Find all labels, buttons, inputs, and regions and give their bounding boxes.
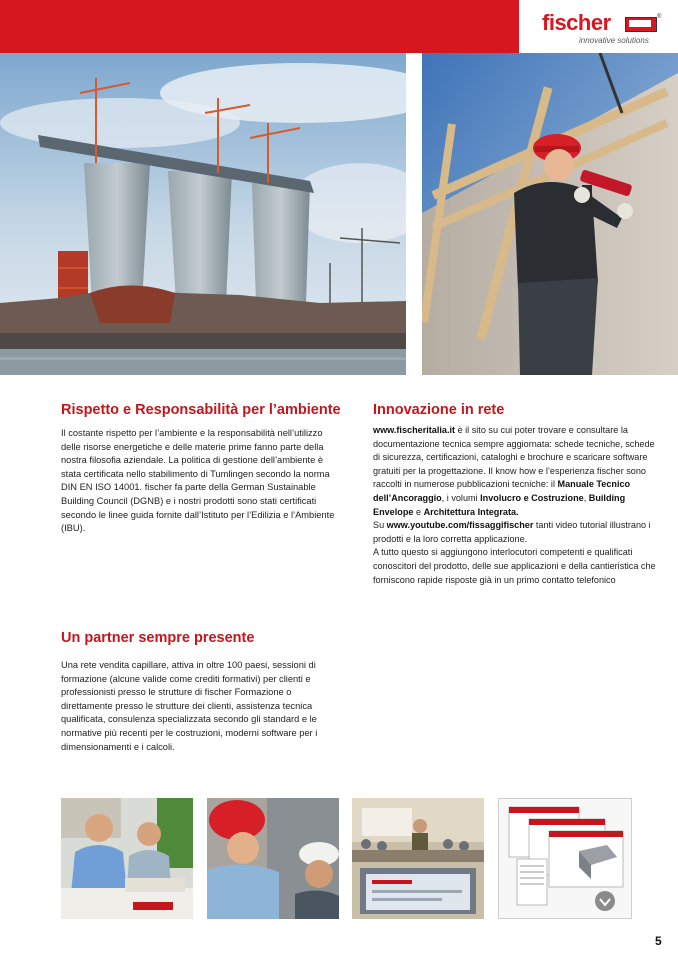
website-link[interactable]: www.fischeritalia.it [373,425,456,435]
volume-building-envelope: Building Envelope [373,492,626,517]
construction-skyline-photo [0,53,406,375]
partner-text: Una rete vendita capillare, attiva in oltre 100 paesi, sessioni di formazione (alcune valide come crediti formativi) per clienti e professionisti presso le strutture di fischer Formazione o direttamente presso le strutture dei clienti, assistenza tecnica qualificata, consulenza specializzata secondo gli standard e le normative più recenti per le costruzioni, moderni software per i dimensionamenti e i calcoli. [61,660,318,752]
workers-hardhats-photo [207,798,339,919]
worker-installing-anchor-photo [422,53,678,375]
manual-title: Manuale Tecnico dell’Ancoraggio [373,479,631,503]
software-screenshots-image [498,798,632,919]
online-text: www.fischeritalia.it è il sito su cui poter trovare e consultare la documentazione tecnica sempre aggiornata: schede tecniche, schede di sicurezza, certificazioni, cataloghi e brochure e scaricare software gratuiti per la progettazione. Il know how e l’esperienza fischer sono raccolti in numerose pubblicazioni tecniche: il Manuale Tecnico dell’Ancoraggio, i volumi Involucro e Costruzione, Building Envelope e Architettura Integrata. Su www.youtube.com/fissaggifischer tanti video tutorial illustrano i prodotti e la loro corretta applicazione. A tutto questo si aggiungono interlocutori competenti e qualificati conoscitori del prodotto, delle sue applicazioni e della cantieristica che forniscono rapide risposte già in un primo contatto telefonico [373,425,656,585]
brand-logo: fischer ® innovative solutions [519,0,678,53]
online-heading: Innovazione in rete [373,402,505,418]
brand-tagline: innovative solutions [579,36,649,45]
partner-heading: Un partner sempre presente [61,630,255,646]
brand-name: fischer [542,10,611,35]
environment-heading: Rispetto e Responsabilità per l’ambiente [61,402,341,418]
fischer-plug-logo-icon [625,17,657,32]
conference-room-photo [352,798,484,919]
environment-text: Il costante rispetto per l’ambiente e la responsabilità nell’utilizzo delle risorse energetiche e delle materie prime fanno parte della nostra filosofia aziendale. La politica di gestione dell’ambiente è stata certificata nello stabilimento di Tumlingen secondo la norma DIN EN ISO 14001. fischer fa parte della German Sustainable Building Council (DGNB) e i nostri prodotti sono stati certificati secondo le linee guida fornite dall’Istituto per l’Edilizia e l’Ambiente (IBU). [61,428,335,534]
header-red-band [0,0,519,53]
youtube-link[interactable]: www.youtube.com/fissaggifischer [386,520,534,531]
volume-involucro: Involucro e Costruzione [480,492,584,503]
training-meeting-photo [61,798,193,919]
page-number: 5 [655,934,662,948]
volume-architettura: Architettura Integrata. [423,506,519,517]
